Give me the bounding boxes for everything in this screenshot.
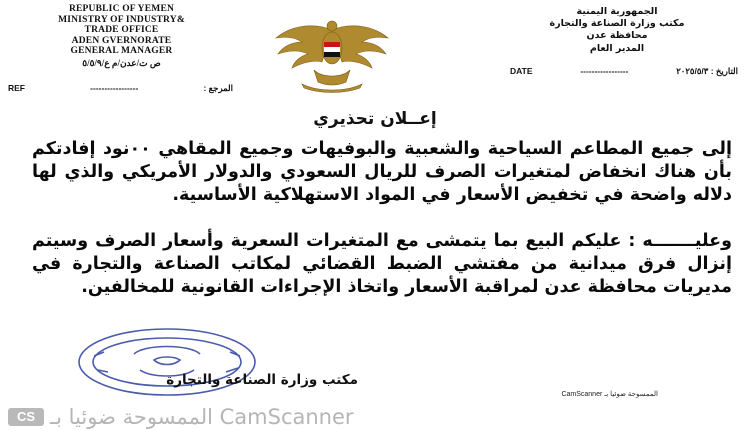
reference-number: ص ت/عدن/م ع/٥/٥/٩ <box>82 57 161 68</box>
ref-dashes: ----------------- <box>90 83 139 93</box>
header-ar-line4: المدير العام <box>589 43 645 54</box>
header-en-line5: GENERAL MANAGER <box>70 46 173 56</box>
date-value: ٢٠٢٥/٥/٣ <box>676 66 709 76</box>
notice-paragraph-2: وعليـــــــه : عليكم البيع بما يتمشى مع المتغيرات السعرية وأسعار الصرف وسيتم إنزال فرق ميدانية من مفتشي الضبط القضائي لمكاتب الصناعة والتجارة في مديريات محافظة عدن لمراقبة الأسعار واتخاذ الإجراءات القانونية للمخالفين. <box>32 231 732 297</box>
header-arabic <box>502 6 732 55</box>
header-en-line4: ADEN GVERNORATE <box>71 35 172 46</box>
date-line <box>510 66 738 77</box>
ref-label-ar: المرجع : <box>203 83 233 93</box>
reference-line <box>8 83 233 94</box>
date-label-ar <box>676 66 738 77</box>
signoff-office: مكتب وزارة الصناعة والتجارة <box>166 372 358 388</box>
camscanner-footer <box>0 402 750 430</box>
header-ar-line2: مكتب وزارة الصناعة والتجارة <box>549 18 685 29</box>
header-ar-line3: محافظة عدن <box>586 30 648 41</box>
date-dashes: ----------------- <box>580 66 629 76</box>
date-label-ar-text: التاريخ : <box>710 66 738 76</box>
camscanner-watermark-text: الممسوحة ضوئيا بـ CamScanner <box>50 405 354 429</box>
yemen-eagle-emblem-icon <box>272 12 392 94</box>
camscanner-logo-icon: CS <box>8 408 44 426</box>
header-en-line3: TRADE OFFICE <box>84 25 159 35</box>
notice-paragraph-1: إلى جميع المطاعم السياحية والشعبية والبوفيهات وجميع المقاهي ٠٠نود إفادتكم بأن هناك انخفاض لمتغيرات الصرف للريال السعودي والدولار الأمريكي والذي لها دلاله واضحة في تخفيض الأسعار في المواد الاستهلاكية الأساسية. <box>32 139 732 205</box>
header-en-line1: REPUBLIC OF YEMEN <box>68 4 175 14</box>
date-label-en: DATE <box>510 66 533 76</box>
scanner-note-small: الممسوحة ضوئيا بـ CamScanner <box>561 391 658 398</box>
notice-title: إعــلان تحذيري <box>313 109 437 129</box>
header-english <box>4 4 239 68</box>
header-en-line2: MINISTRY OF INDUSTRY& <box>58 14 185 25</box>
ref-label-en: REF <box>8 83 25 93</box>
header-ar-line1: الجمهورية اليمنية <box>576 6 658 17</box>
